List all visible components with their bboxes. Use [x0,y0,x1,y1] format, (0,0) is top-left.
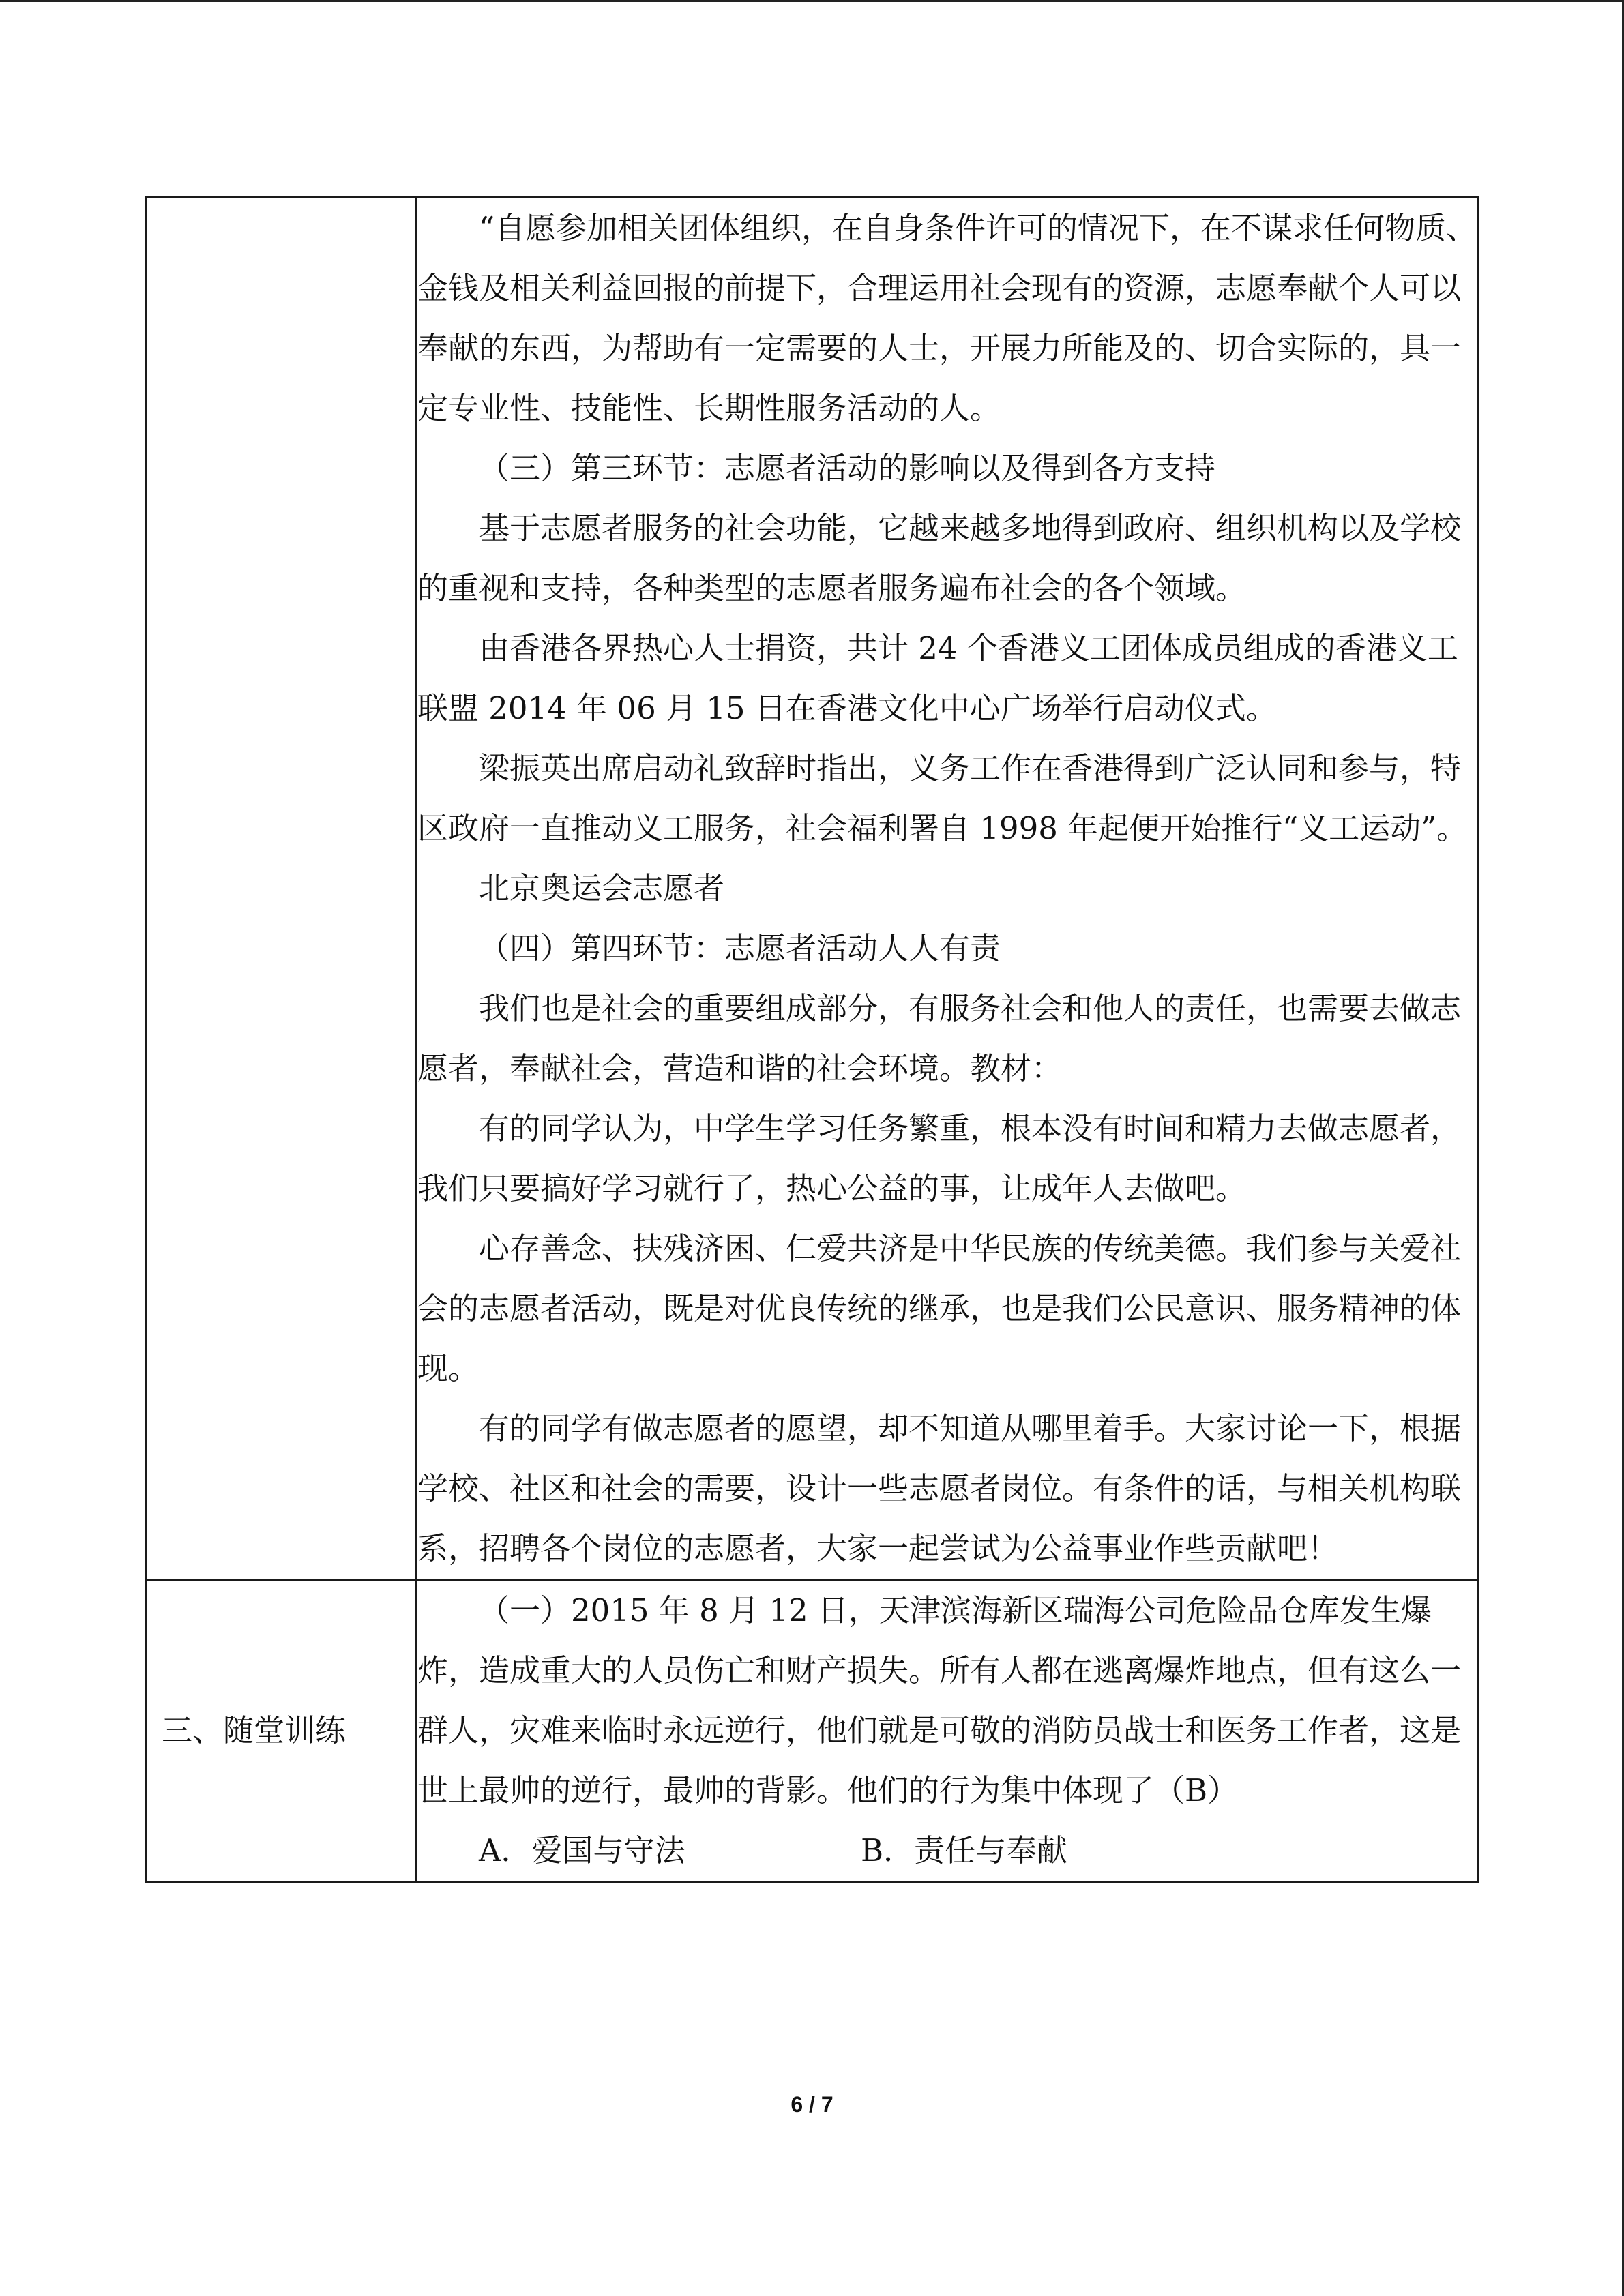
student-opinion-paragraph: 有的同学认为，中学生学习任务繁重，根本没有时间和精力去做志愿者，我们只要搞好学习就行了，热心公益的事，让成年人去做吧。 [417,1110,1462,1206]
practice-question: （一）2015 年 8 月 12 日，天津滨海新区瑞海公司危险品仓库发生爆炸，造成重大的人员伤亡和财产损失。所有人都在逃离爆炸地点，但有这么一群人，灾难来临时永远逆行，他们就是可敬的消防员战士和医务工作者，这是世上最帅的逆行，最帅的背影。他们的行为集中体现了（B） [417,1592,1462,1808]
step-four-heading: （四）第四环节：志愿者活动人人有责 [479,930,1001,966]
practice-label-cell [146,1580,417,1882]
traditional-virtue-paragraph: 心存善念、扶残济困、仁爱共济是中华民族的传统美德。我们参与关爱社会的志愿者活动，既是对优良传统的继承，也是我们公民意识、服务精神的体现。 [417,1230,1462,1386]
section-label-cell [146,198,417,1580]
option-a: A．爱国与守法 [479,1832,685,1868]
step-three-heading: （三）第三环节：志愿者活动的影响以及得到各方支持 [479,450,1216,486]
responsibility-paragraph: 我们也是社会的重要组成部分，有服务社会和他人的责任，也需要去做志愿者，奉献社会，营造和谐的社会环境。教材： [417,990,1462,1086]
social-function-paragraph: 基于志愿者服务的社会功能，它越来越多地得到政府、组织机构以及学校的重视和支持，各种类型的志愿者服务遍布社会的各个领域。 [417,510,1462,606]
volunteer-post-design-paragraph: 有的同学有做志愿者的愿望，却不知道从哪里着手。大家讨论一下，根据学校、社区和社会的需要，设计一些志愿者岗位。有条件的话，与相关机构联系，招聘各个岗位的志愿者，大家一起尝试为公益事业作些贡献吧！ [417,1410,1462,1566]
practice-content-cell [417,1580,1479,1882]
leung-speech-paragraph: 梁振英出席启动礼致辞时指出，义务工作在香港得到广泛认同和参与，特区政府一直推动义工服务，社会福利署自 1998 年起便开始推行“义工运动”。 [417,750,1468,846]
page-top-border [0,0,1624,2]
practice-section-label: 三、随堂训练 [162,1712,346,1748]
answer-options [417,1821,1477,1881]
option-b: B．责任与奉献 [861,1832,1068,1868]
hk-volunteer-alliance-paragraph: 由香港各界热心人士捐资，共计 24 个香港义工团体成员组成的香港义工联盟 2014 年 06 月 15 日在香港文化中心广场举行启动仪式。 [417,630,1458,726]
table-row-practice [146,1580,1479,1882]
beijing-olympics-line: 北京奥运会志愿者 [479,870,725,906]
section-content-cell [417,198,1479,1580]
table-row-continued [146,198,1479,1580]
page-number: 6 / 7 [791,2092,833,2117]
lesson-plan-table [145,196,1479,1883]
volunteer-definition-paragraph: “自愿参加相关团体组织，在自身条件许可的情况下，在不谋求任何物质、金钱及相关利益回报的前提下，合理运用社会现有的资源，志愿奉献个人可以奉献的东西，为帮助有一定需要的人士，开展力所能及的、切合实际的，具一定专业性、技能性、长期性服务活动的人。 [417,210,1477,426]
